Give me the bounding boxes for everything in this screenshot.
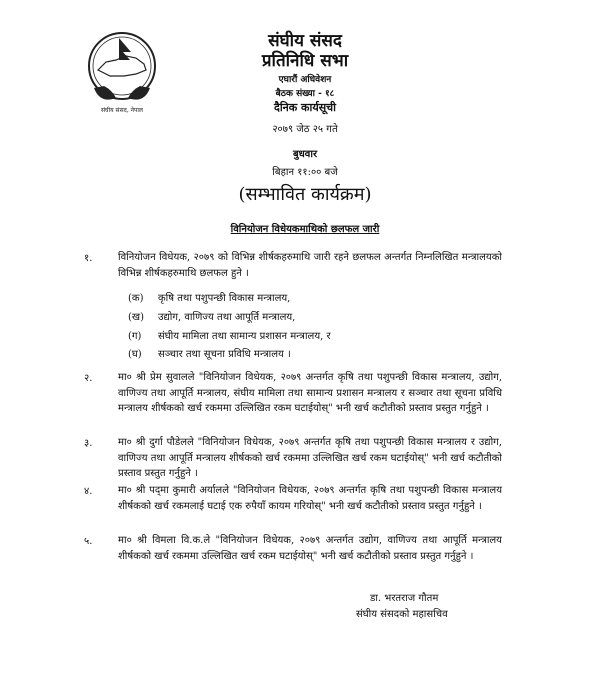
- item-text: मा० श्री दुर्गा पौडेलले "विनियोजन विधेयक, २०७९ अन्तर्गत कृषि तथा पशुपन्छी विकास मन्त्रालय र उद्योग, वाणिज्य तथा आपूर्ति मन्त्रालय शीर्षकको खर्च रकममा उल्लिखित खर्च रकम घटाईयोस्" भनी खर्च कटौतीको प्रस्ताव प्रस्तुत गर्नुहुने ।: [118, 437, 502, 479]
- subitem-text: संघीय मामिला तथा सामान्य प्रशासन मन्त्रालय, र: [158, 331, 331, 342]
- subitem-text: सञ्चार तथा सूचना प्रविधि मन्त्रालय ।: [158, 349, 291, 360]
- subitem-label: (घ): [128, 349, 142, 360]
- header-time: बिहान ११:०० बजे: [272, 167, 338, 178]
- page-subtitle: (सम्भावित कार्यक्रम): [238, 184, 372, 205]
- header-parliament: संघीय संसद: [268, 31, 342, 51]
- hands-icon: [94, 86, 150, 100]
- header-date: २०७९ जेठ २५ गते: [272, 124, 338, 135]
- item-number: २.: [84, 373, 93, 384]
- header-day: बुधवार: [292, 149, 318, 160]
- signatory-title: संघीय संसदको महासचिव: [356, 609, 448, 620]
- header-agenda-title: दैनिक कार्यसूची: [273, 101, 337, 114]
- header-meeting-number: बैठक संख्या - १८: [275, 89, 335, 99]
- header-session: एघारौं अधिवेशन: [278, 75, 332, 85]
- subitem-label: (ख): [128, 312, 144, 323]
- item-number: ३.: [84, 438, 93, 449]
- item-text: मा० श्री प्रेम सुवालले "विनियोजन विधेयक, २०७९ अन्तर्गत कृषि तथा पशुपन्छी विकास मन्त्रालय, उद्योग, वाणिज्य तथा आपूर्ति मन्त्रालय, संघीय मामिला तथा सामान्य प्रशासन मन्त्रालय र सञ्चार तथा सूचना प्रविधि मन्त्रालय शीर्षकको खर्च रकममा उल्लिखित रकम घटाईयोस्" भनी खर्च कटौतीको प्रस्ताव प्रस्तुत गर्नुहुने ।: [118, 372, 502, 414]
- header-house: प्रतिनिधि सभा: [261, 51, 349, 71]
- subitem-text: कृषि तथा पशुपन्छी विकास मन्त्रालय,: [158, 293, 291, 304]
- section-title: विनियोजन विधेयकमाथिको छलफल जारी: [230, 224, 380, 235]
- subitem-text: उद्योग, वाणिज्य तथा आपूर्ति मन्त्रालय,: [158, 312, 296, 323]
- subitem-label: (ग): [128, 331, 142, 342]
- item-text: मा० श्री पद्‌मा कुमारी अर्यालले "विनियोजन विधेयक, २०७९ अन्तर्गत कृषि तथा पशुपन्छी विकास मन्त्रालय शीर्षकको खर्च रकमलाई घटाई एक रुपैयाँ कायम गरियोस्" भनी खर्च कटौतीको प्रस्ताव प्रस्तुत गर्नुहुने ।: [118, 485, 502, 512]
- signatory-name: डा. भरतराज गौतम: [370, 593, 439, 604]
- item-number: ४.: [84, 486, 93, 497]
- emblem-caption: संघीय संसद, नेपाल: [100, 107, 144, 114]
- parliament-emblem: [86, 30, 158, 116]
- item-number: ५.: [84, 536, 93, 547]
- item-text: मा० श्री विमला वि.क.ले "विनियोजन विधेयक, २०७९ अन्तर्गत उद्योग, वाणिज्य तथा आपूर्ति मन्त्रालय शीर्षकको खर्च रकममा उल्लिखित खर्च रकम घटाईयोस्" भनी खर्च कटौतीको प्रस्ताव प्रस्तुत गर्नुहुने ।: [118, 535, 502, 562]
- subitem-label: (क): [128, 293, 144, 304]
- item-number: १.: [84, 253, 93, 264]
- item-text: विनियोजन विधेयक, २०७९ को विभिन्न शीर्षकहरुमाथि जारी रहने छलफल अन्तर्गत निम्नलिखित मन्त्रालयको विभिन्न शीर्षकहरुमाथि छलफल हुने ।: [118, 252, 502, 279]
